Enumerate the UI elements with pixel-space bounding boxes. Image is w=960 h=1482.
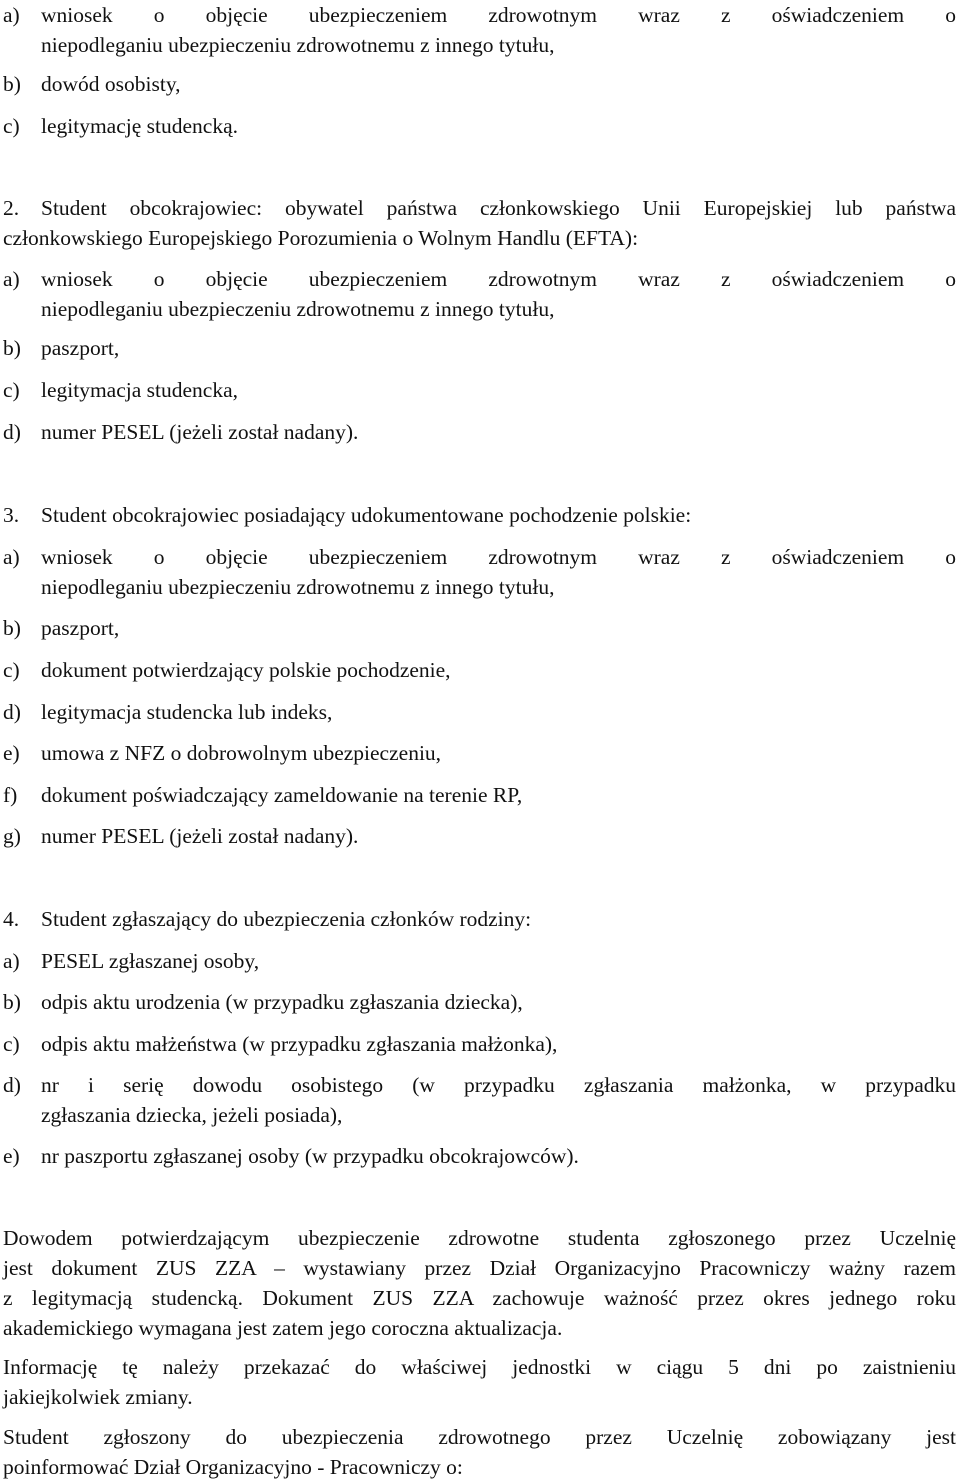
list-item [3, 69, 181, 99]
list-item-text-continued: niepodleganiu ubezpieczeniu zdrowotnemu z innego tytułu, [41, 297, 555, 321]
list-item-label: d) [3, 1073, 21, 1097]
section-heading [3, 193, 956, 253]
section-number: 4. [3, 907, 20, 931]
list-item-text: nr paszportu zgłaszanej osoby (w przypadku obcokrajowców). [41, 1144, 579, 1168]
paragraph [3, 1422, 956, 1482]
list-item-text: legitymacja studencka, [41, 378, 239, 402]
list-item [3, 821, 358, 851]
list-item-text: paszport, [41, 616, 120, 640]
list-item-label: f) [3, 783, 18, 807]
paragraph-line: z legitymacją studencką. Dokument ZUS ZZA zachowuje ważność przez okres jednego roku [3, 1286, 956, 1310]
section-heading [3, 904, 531, 934]
list-item [3, 417, 358, 447]
list-item-label: b) [3, 72, 21, 96]
list-item [3, 613, 119, 643]
list-item [3, 780, 522, 810]
list-item [3, 333, 119, 363]
list-item-label: d) [3, 700, 21, 724]
list-item-label: g) [3, 824, 21, 848]
list-item-text: dokument potwierdzający polskie pochodzenie, [41, 658, 451, 682]
list-item [3, 946, 259, 976]
section-number: 2. [3, 196, 20, 220]
section-heading-text: Student zgłaszający do ubezpieczenia członków rodziny: [41, 907, 532, 931]
list-item-text-continued: niepodleganiu ubezpieczeniu zdrowotnemu z innego tytułu, [41, 575, 555, 599]
list-item-label: a) [3, 267, 20, 291]
paragraph-line: Informację tę należy przekazać do właściwej jednostki w ciągu 5 dni po zaistnieniu [3, 1355, 956, 1379]
list-item-text-continued: niepodleganiu ubezpieczeniu zdrowotnemu z innego tytułu, [41, 33, 555, 57]
section-number: 3. [3, 503, 20, 527]
list-item-label: b) [3, 990, 21, 1014]
list-item [3, 375, 238, 405]
list-item-label: a) [3, 545, 20, 569]
list-item [3, 264, 956, 324]
list-item-text: odpis aktu urodzenia (w przypadku zgłaszania dziecka), [41, 990, 523, 1014]
paragraph-line: Student zgłoszony do ubezpieczenia zdrowotnego przez Uczelnię zobowiązany jest [3, 1425, 956, 1449]
list-item [3, 697, 332, 727]
section-heading-text-continued: członkowskiego Europejskiego Porozumienia o Wolnym Handlu (EFTA): [3, 226, 639, 250]
list-item-text-continued: zgłaszania dziecka, jeżeli posiada), [41, 1103, 343, 1127]
list-item-text: paszport, [41, 336, 120, 360]
list-item-text: umowa z NFZ o dobrowolnym ubezpieczeniu, [41, 741, 442, 765]
paragraph-line: jest dokument ZUS ZZA – wystawiany przez Dział Organizacyjno Pracowniczy ważny razem [3, 1256, 956, 1280]
paragraph-line: Dowodem potwierdzającym ubezpieczenie zdrowotne studenta zgłoszonego przez Uczelnię [3, 1226, 956, 1250]
list-item-text: numer PESEL (jeżeli został nadany). [41, 420, 359, 444]
list-item-label: b) [3, 336, 21, 360]
list-item-label: e) [3, 1144, 20, 1168]
list-item-label: d) [3, 420, 21, 444]
list-item-text: dowód osobisty, [41, 72, 181, 96]
list-item [3, 542, 956, 602]
paragraph-line: poinformować Dział Organizacyjno - Pracowniczy o: [3, 1455, 463, 1479]
list-item-text: odpis aktu małżeństwa (w przypadku zgłaszania małżonka), [41, 1032, 558, 1056]
list-item-label: a) [3, 3, 20, 27]
paragraph [3, 1223, 956, 1343]
list-item-text: wniosek o objęcie ubezpieczeniem zdrowotnym wraz z oświadczeniem o [41, 3, 956, 27]
list-item-text: nr i serię dowodu osobistego (w przypadku zgłaszania małżonka, w przypadku [41, 1073, 956, 1097]
list-item-text: PESEL zgłaszanej osoby, [41, 949, 260, 973]
list-item [3, 111, 238, 141]
list-item-label: c) [3, 658, 20, 682]
list-item-text: wniosek o objęcie ubezpieczeniem zdrowotnym wraz z oświadczeniem o [41, 545, 956, 569]
list-item-label: c) [3, 378, 20, 402]
list-item [3, 1141, 579, 1171]
section-heading [3, 500, 691, 530]
list-item-label: b) [3, 616, 21, 640]
list-item [3, 655, 451, 685]
list-item-text: wniosek o objęcie ubezpieczeniem zdrowotnym wraz z oświadczeniem o [41, 267, 956, 291]
paragraph-line: jakiejkolwiek zmiany. [3, 1385, 193, 1409]
list-item-label: c) [3, 114, 20, 138]
list-item-text: legitymacja studencka lub indeks, [41, 700, 333, 724]
list-item [3, 0, 956, 60]
list-item [3, 1070, 956, 1130]
list-item-label: e) [3, 741, 20, 765]
list-item-text: numer PESEL (jeżeli został nadany). [41, 824, 359, 848]
list-item-label: c) [3, 1032, 20, 1056]
list-item [3, 1029, 557, 1059]
list-item-text: dokument poświadczający zameldowanie na terenie RP, [41, 783, 523, 807]
list-item [3, 738, 441, 768]
section-heading-text: Student obcokrajowiec: obywatel państwa członkowskiego Unii Europejskiej lub państwa [41, 196, 956, 220]
section-heading-text: Student obcokrajowiec posiadający udokumentowane pochodzenie polskie: [41, 503, 692, 527]
list-item [3, 987, 523, 1017]
list-item-text: legitymację studencką. [41, 114, 239, 138]
paragraph [3, 1352, 956, 1412]
paragraph-line: akademickiego wymagana jest zatem jego coroczna aktualizacja. [3, 1316, 563, 1340]
list-item-label: a) [3, 949, 20, 973]
